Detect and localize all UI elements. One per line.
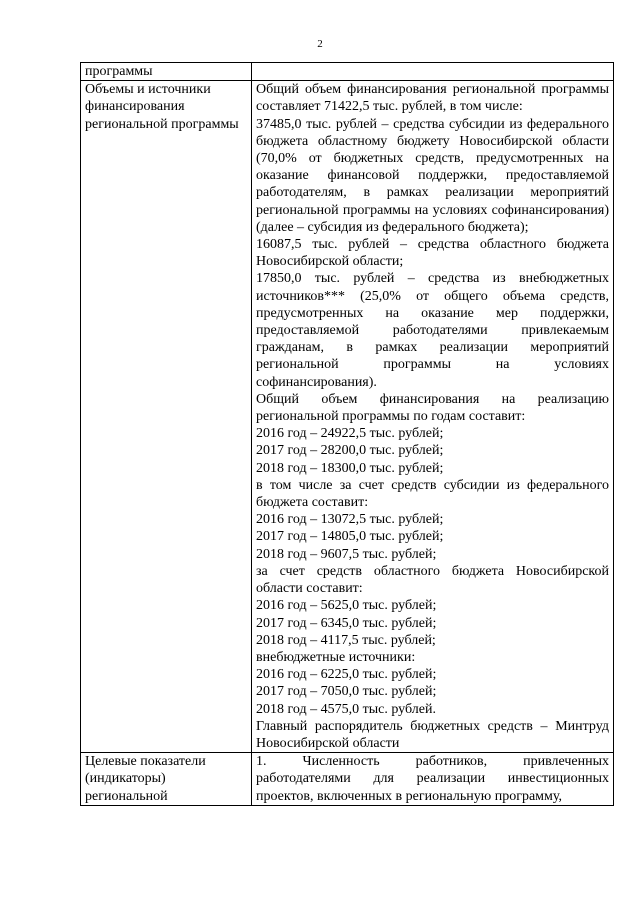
year-line: 2016 год – 6225,0 тыс. рублей; bbox=[256, 667, 437, 683]
year-line: 2018 год – 4575,0 тыс. рублей. bbox=[256, 701, 436, 717]
paragraph: внебюджетные источники: bbox=[256, 649, 416, 665]
row-label-indicators: Целевые показатели (индикаторы) региональной bbox=[81, 753, 252, 806]
row-label-financing: Объемы и источники финансирования региональной программы bbox=[81, 81, 252, 753]
row-content-indicators bbox=[252, 753, 614, 806]
year-line: 2017 год – 14805,0 тыс. рублей; bbox=[256, 529, 444, 545]
table-row bbox=[81, 63, 614, 81]
year-line: 2017 год – 6345,0 тыс. рублей; bbox=[256, 615, 437, 631]
row-label-program: программы bbox=[81, 63, 252, 81]
paragraph: за счет средств областного бюджета Новосибирской области составит: bbox=[256, 563, 609, 597]
table-row bbox=[81, 753, 614, 806]
paragraph: 1. Численность работников, привлеченных работодателями для реализации инвестиционных проектов, включенных в региональную программу, bbox=[256, 754, 609, 804]
year-line: 2016 год – 24922,5 тыс. рублей; bbox=[256, 426, 444, 442]
paragraph: 37485,0 тыс. рублей – средства субсидии из федерального бюджета областному бюджету Новосибирской области (70,0% от бюджетных средств, предусмотренных на оказание финансовой поддержки, предоставляемой работодателям, в рамках реализации мероприятий региональной программы на условиях софинансирования) (далее – субсидия из федерального бюджета); bbox=[256, 116, 609, 235]
paragraph: 17850,0 тыс. рублей – средства из внебюджетных источников*** (25,0% от общего объема средств, предусмотренных на оказание мер поддержки, предоставляемой работодателями привлекаемым гражданам, в рамках реализации мероприятий региональной программы на условиях софинансирования). bbox=[256, 271, 609, 390]
year-line: 2018 год – 9607,5 тыс. рублей; bbox=[256, 546, 437, 562]
paragraph: Главный распорядитель бюджетных средств – Минтруд Новосибирской области bbox=[256, 718, 609, 751]
year-line: 2016 год – 5625,0 тыс. рублей; bbox=[256, 598, 437, 614]
year-line: 2017 год – 28200,0 тыс. рублей; bbox=[256, 443, 444, 459]
program-passport-table bbox=[80, 62, 614, 806]
paragraph: Общий объем финансирования на реализацию региональной программы по годам составит: bbox=[256, 391, 609, 425]
year-line: 2017 год – 7050,0 тыс. рублей; bbox=[256, 684, 437, 700]
table-row bbox=[81, 81, 614, 753]
year-line: 2016 год – 13072,5 тыс. рублей; bbox=[256, 512, 444, 528]
page-number: 2 bbox=[317, 38, 323, 50]
paragraph: в том числе за счет средств субсидии из федерального бюджета составит: bbox=[256, 477, 609, 511]
paragraph: Общий объем финансирования региональной программы составляет 71422,5 тыс. рублей, в том числе: bbox=[256, 82, 609, 115]
year-line: 2018 год – 4117,5 тыс. рублей; bbox=[256, 632, 436, 648]
row-content-empty bbox=[252, 63, 614, 81]
paragraph: 16087,5 тыс. рублей – средства областного бюджета Новосибирской области; bbox=[256, 237, 609, 270]
year-line: 2018 год – 18300,0 тыс. рублей; bbox=[256, 460, 444, 476]
row-content-financing bbox=[252, 81, 614, 753]
